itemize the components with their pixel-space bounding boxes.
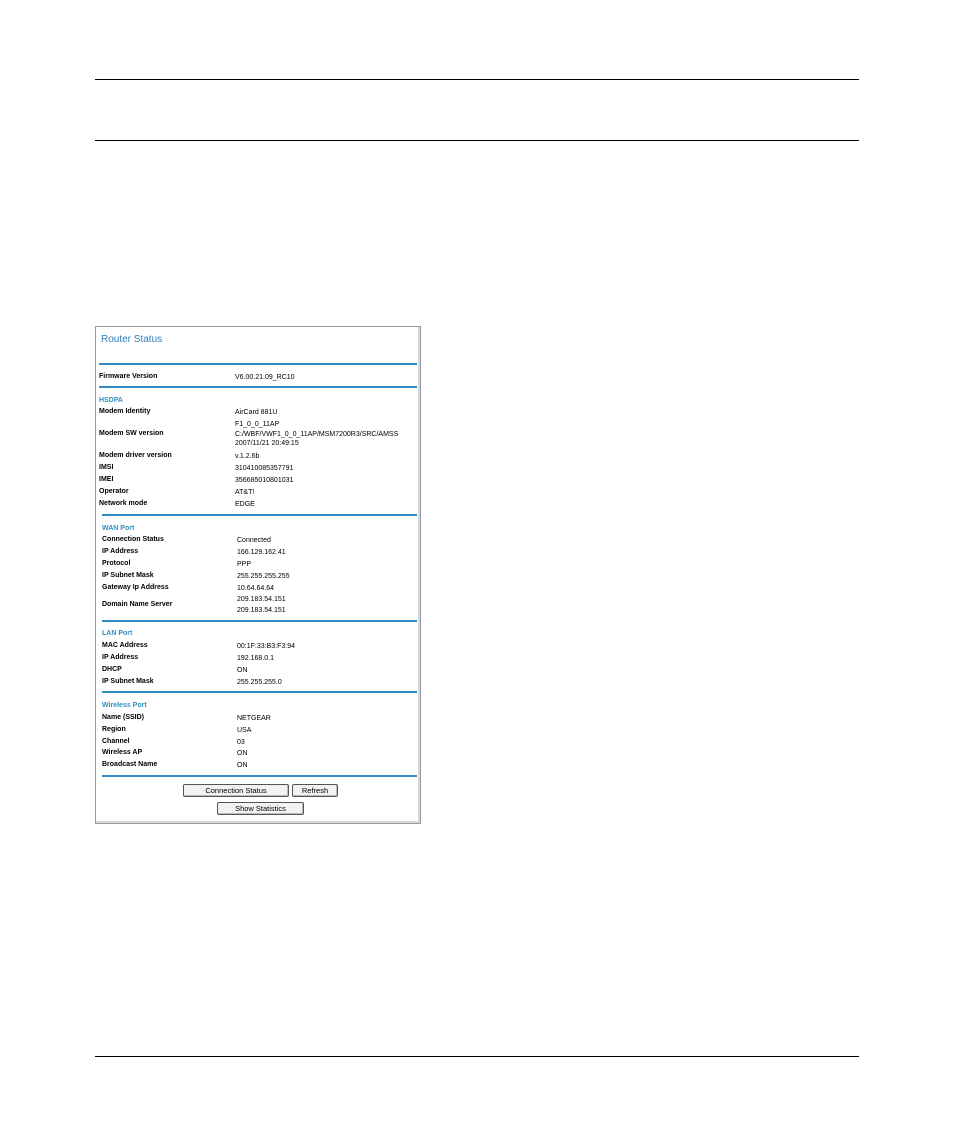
firmware-value: V6.00.21.09_RC10 bbox=[235, 374, 295, 381]
separator bbox=[99, 386, 417, 388]
field-value: 255.255.255.255 bbox=[237, 573, 290, 580]
field-label: Wireless AP bbox=[102, 749, 143, 756]
router-status-panel bbox=[95, 326, 421, 824]
field-value: AirCard 881U bbox=[235, 409, 278, 416]
field-value: EDGE bbox=[235, 501, 255, 508]
field-label: Channel bbox=[102, 738, 130, 745]
top-rule bbox=[95, 79, 859, 80]
field-value: F1_0_0_11AP bbox=[235, 421, 280, 428]
field-value: PPP bbox=[237, 561, 252, 568]
field-label: Protocol bbox=[102, 560, 131, 567]
connection-status-button[interactable]: Connection Status bbox=[183, 784, 289, 797]
field-label: Modem SW version bbox=[99, 430, 164, 437]
separator bbox=[99, 363, 417, 365]
field-value: ON bbox=[237, 667, 248, 674]
separator bbox=[102, 691, 417, 693]
section-hsdpa: HSDPA bbox=[99, 397, 123, 404]
field-value: 166.129.162.41 bbox=[237, 549, 286, 556]
field-label: DHCP bbox=[102, 666, 122, 673]
header-rule bbox=[95, 140, 859, 141]
field-value: C:/WBF/VWF1_0_0_11AP/MSM7200R3/SRC/AMSS bbox=[235, 431, 399, 438]
firmware-label: Firmware Version bbox=[99, 373, 158, 380]
field-label: IP Subnet Mask bbox=[102, 572, 154, 579]
field-value: ON bbox=[237, 762, 248, 769]
field-value: 10.64.64.64 bbox=[237, 585, 274, 592]
field-value: AT&T! bbox=[235, 489, 255, 496]
field-value: 03 bbox=[237, 739, 245, 746]
separator bbox=[102, 514, 417, 516]
field-label: IP Address bbox=[102, 548, 139, 555]
field-value: USA bbox=[237, 727, 252, 734]
field-label: Network mode bbox=[99, 500, 148, 507]
field-label: Domain Name Server bbox=[102, 601, 173, 608]
field-value: 192.168.0.1 bbox=[237, 655, 274, 662]
field-label: Connection Status bbox=[102, 536, 164, 543]
field-label: Modem Identity bbox=[99, 408, 151, 415]
section-wan-port: WAN Port bbox=[102, 525, 135, 532]
field-value: 356685010801031 bbox=[235, 477, 294, 484]
page-title: Router Status bbox=[101, 334, 163, 345]
field-value: 209.183.54.151 bbox=[237, 596, 286, 603]
field-value: NETGEAR bbox=[237, 715, 271, 722]
separator bbox=[102, 620, 417, 622]
field-value: 2007/11/21 20:49:15 bbox=[235, 440, 299, 447]
field-label: MAC Address bbox=[102, 642, 148, 649]
field-label: Broadcast Name bbox=[102, 761, 158, 768]
field-value: 255.255.255.0 bbox=[237, 679, 282, 686]
field-label: Modem driver version bbox=[99, 452, 172, 459]
section-wireless-port: Wireless Port bbox=[102, 702, 147, 709]
field-label: Region bbox=[102, 726, 126, 733]
field-label: Operator bbox=[99, 488, 129, 495]
field-label: IMSI bbox=[99, 464, 114, 471]
field-value: ON bbox=[237, 750, 248, 757]
refresh-button[interactable]: Refresh bbox=[292, 784, 338, 797]
field-value: 209.183.54.151 bbox=[237, 607, 286, 614]
field-value: Connected bbox=[237, 537, 271, 544]
field-label: IP Address bbox=[102, 654, 139, 661]
footer-rule bbox=[95, 1056, 859, 1057]
show-statistics-button[interactable]: Show Statistics bbox=[217, 802, 304, 815]
field-value: 00:1F:33:B3:F3:94 bbox=[237, 643, 295, 650]
separator bbox=[102, 775, 417, 777]
field-label: Gateway Ip Address bbox=[102, 584, 169, 591]
field-label: IMEI bbox=[99, 476, 114, 483]
field-value: 310410085357791 bbox=[235, 465, 294, 472]
field-value: v.1.2.6b bbox=[235, 453, 260, 460]
field-label: Name (SSID) bbox=[102, 714, 145, 721]
section-lan-port: LAN Port bbox=[102, 630, 133, 637]
field-label: IP Subnet Mask bbox=[102, 678, 154, 685]
